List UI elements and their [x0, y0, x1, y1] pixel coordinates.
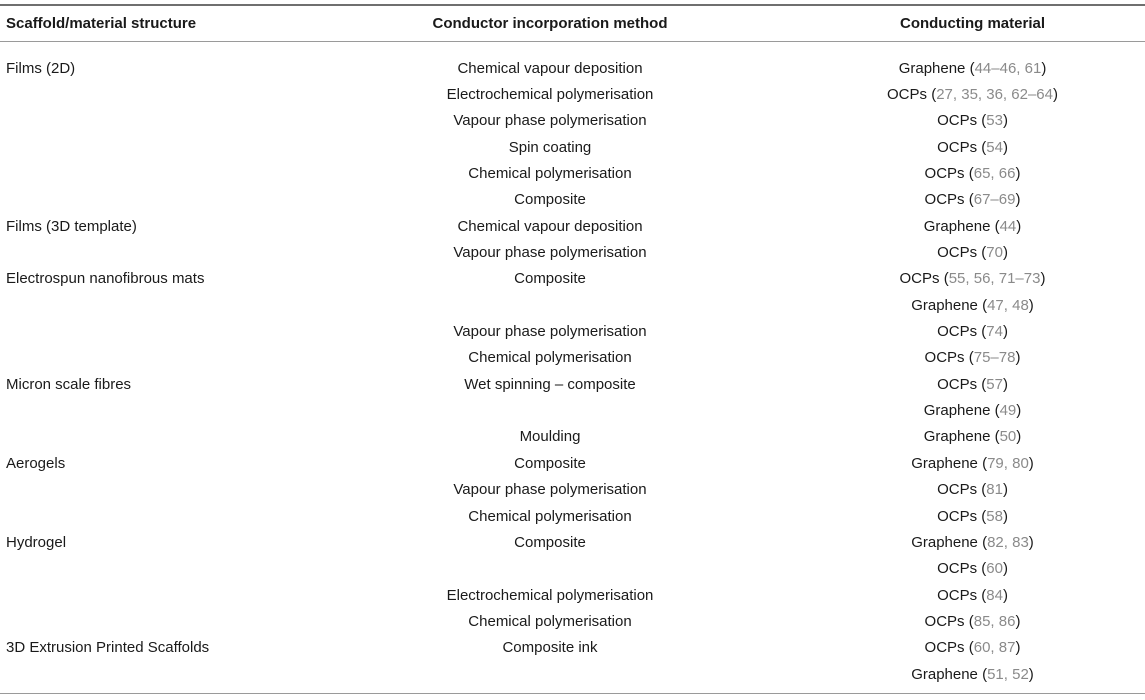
- cell-material: OCPs (67–69): [924, 191, 1021, 209]
- material-name: OCPs: [937, 481, 978, 499]
- table-row: [0, 661, 1145, 687]
- table-row: [0, 529, 1145, 555]
- cell-method: Composite: [514, 454, 586, 472]
- cell-method: Spin coating: [508, 138, 592, 156]
- reference-numbers: 44–46, 61: [974, 59, 1042, 77]
- table-row: [0, 160, 1145, 186]
- reference-numbers: 84: [986, 586, 1003, 604]
- cell-method: Chemical vapour deposition: [457, 59, 643, 77]
- reference-numbers: 50: [999, 428, 1017, 446]
- material-name: OCPs: [924, 349, 965, 367]
- material-name: Graphene: [898, 59, 966, 77]
- reference-numbers: 85, 86: [973, 612, 1016, 630]
- material-name: OCPs: [937, 560, 978, 578]
- material-name: Graphene: [923, 217, 991, 235]
- reference-numbers: 57: [986, 375, 1003, 393]
- cell-material: Graphene (49): [923, 402, 1022, 420]
- cell-material: OCPs (75–78): [924, 349, 1021, 367]
- cell-structure: 3D Extrusion Printed Scaffolds: [6, 639, 210, 657]
- cell-method: Wet spinning – composite: [464, 375, 636, 393]
- cell-material: OCPs (58): [937, 507, 1008, 525]
- cell-method: Composite ink: [502, 639, 598, 657]
- table-row: [0, 134, 1145, 160]
- material-name: Graphene: [923, 428, 991, 446]
- table-row: [0, 424, 1145, 450]
- reference-numbers: 74: [986, 323, 1003, 341]
- reference-numbers: 79, 80: [987, 454, 1029, 472]
- table-bottom-rule: [0, 693, 1145, 694]
- reference-numbers: 55, 56, 71–73: [948, 270, 1041, 288]
- material-name: OCPs: [937, 507, 978, 525]
- material-name: OCPs: [899, 270, 940, 288]
- header-structure: Scaffold/material structure: [6, 14, 197, 32]
- cell-material: OCPs (57): [937, 375, 1008, 393]
- material-name: OCPs: [924, 191, 965, 209]
- cell-structure: Micron scale fibres: [6, 375, 132, 393]
- cell-method: Vapour phase polymerisation: [453, 481, 647, 499]
- reference-numbers: 70: [986, 244, 1003, 262]
- table-row: [0, 397, 1145, 423]
- cell-method: Vapour phase polymerisation: [453, 112, 647, 130]
- reference-numbers: 65, 66: [973, 165, 1016, 183]
- cell-method: Vapour phase polymerisation: [453, 244, 647, 262]
- reference-numbers: 49: [999, 402, 1017, 420]
- material-name: Graphene: [911, 533, 978, 551]
- cell-method: Vapour phase polymerisation: [453, 323, 647, 341]
- reference-numbers: 58: [986, 507, 1003, 525]
- table-row: [0, 239, 1145, 265]
- material-name: OCPs: [937, 244, 978, 262]
- material-name: OCPs: [924, 639, 965, 657]
- cell-structure: Hydrogel: [6, 533, 67, 551]
- cell-material: Graphene (44): [923, 217, 1022, 235]
- cell-material: Graphene (44–46, 61): [898, 59, 1047, 77]
- table-header-rule: [0, 41, 1145, 42]
- cell-material: OCPs (27, 35, 36, 62–64): [887, 86, 1058, 104]
- reference-numbers: 27, 35, 36, 62–64: [936, 86, 1053, 104]
- cell-material: OCPs (60): [937, 560, 1008, 578]
- table-row: [0, 345, 1145, 371]
- cell-method: Chemical polymerisation: [468, 612, 632, 630]
- reference-numbers: 81: [986, 481, 1003, 499]
- cell-material: Graphene (50): [923, 428, 1022, 446]
- cell-material: OCPs (85, 86): [924, 612, 1021, 630]
- table-row: [0, 371, 1145, 397]
- cell-structure: Films (3D template): [6, 217, 137, 235]
- reference-numbers: 82, 83: [987, 533, 1029, 551]
- cell-method: Composite: [514, 270, 586, 288]
- table-row: [0, 582, 1145, 608]
- cell-method: Composite: [514, 533, 586, 551]
- table-row: [0, 556, 1145, 582]
- cell-material: OCPs (60, 87): [924, 639, 1021, 657]
- cell-material: OCPs (55, 56, 71–73): [899, 270, 1046, 288]
- cell-material: Graphene (51, 52): [911, 665, 1034, 683]
- cell-method: Electrochemical polymerisation: [446, 86, 654, 104]
- table-row: [0, 55, 1145, 81]
- table-row: [0, 81, 1145, 107]
- table-row: [0, 477, 1145, 503]
- cell-method: Composite: [514, 191, 586, 209]
- table-row: [0, 187, 1145, 213]
- cell-method: Chemical vapour deposition: [457, 217, 643, 235]
- table-row: [0, 635, 1145, 661]
- cell-material: OCPs (84): [937, 586, 1008, 604]
- cell-material: OCPs (81): [937, 481, 1008, 499]
- table-row: [0, 608, 1145, 634]
- reference-numbers: 51, 52: [987, 665, 1029, 683]
- material-name: Graphene: [923, 402, 991, 420]
- cell-method: Electrochemical polymerisation: [446, 586, 654, 604]
- cell-material: Graphene (82, 83): [911, 533, 1034, 551]
- material-name: OCPs: [887, 86, 928, 104]
- table-row: [0, 450, 1145, 476]
- cell-material: Graphene (47, 48): [911, 296, 1034, 314]
- cell-material: OCPs (53): [937, 112, 1008, 130]
- cell-material: OCPs (74): [937, 323, 1008, 341]
- cell-method: Chemical polymerisation: [468, 349, 632, 367]
- material-name: OCPs: [937, 586, 978, 604]
- header-method: Conductor incorporation method: [432, 14, 668, 32]
- material-name: OCPs: [937, 112, 978, 130]
- header-material: Conducting material: [899, 14, 1045, 32]
- reference-numbers: 60, 87: [973, 639, 1016, 657]
- cell-material: OCPs (65, 66): [924, 165, 1021, 183]
- cell-material: Graphene (79, 80): [911, 454, 1034, 472]
- reference-numbers: 53: [986, 112, 1003, 130]
- material-name: OCPs: [937, 138, 978, 156]
- cell-method: Moulding: [519, 428, 581, 446]
- reference-numbers: 44: [999, 217, 1017, 235]
- reference-numbers: 60: [986, 560, 1003, 578]
- cell-structure: Electrospun nanofibrous mats: [6, 270, 205, 288]
- table-row: [0, 292, 1145, 318]
- table-body: [0, 55, 1145, 687]
- material-name: Graphene: [911, 665, 978, 683]
- material-name: OCPs: [924, 165, 965, 183]
- material-name: OCPs: [924, 612, 965, 630]
- table-row: [0, 108, 1145, 134]
- cell-method: Chemical polymerisation: [468, 165, 632, 183]
- reference-numbers: 54: [986, 138, 1003, 156]
- reference-numbers: 67–69: [973, 191, 1016, 209]
- material-name: Graphene: [911, 454, 978, 472]
- cell-structure: Aerogels: [6, 454, 66, 472]
- table-row: [0, 318, 1145, 344]
- material-name: OCPs: [937, 375, 978, 393]
- cell-method: Chemical polymerisation: [468, 507, 632, 525]
- material-name: OCPs: [937, 323, 978, 341]
- material-name: Graphene: [911, 296, 978, 314]
- cell-structure: Films (2D): [6, 59, 76, 77]
- table-row: [0, 503, 1145, 529]
- table-row: [0, 266, 1145, 292]
- reference-numbers: 47, 48: [987, 296, 1029, 314]
- table-row: [0, 213, 1145, 239]
- reference-numbers: 75–78: [973, 349, 1016, 367]
- cell-material: OCPs (70): [937, 244, 1008, 262]
- cell-material: OCPs (54): [937, 138, 1008, 156]
- table-header-row: [0, 5, 1145, 41]
